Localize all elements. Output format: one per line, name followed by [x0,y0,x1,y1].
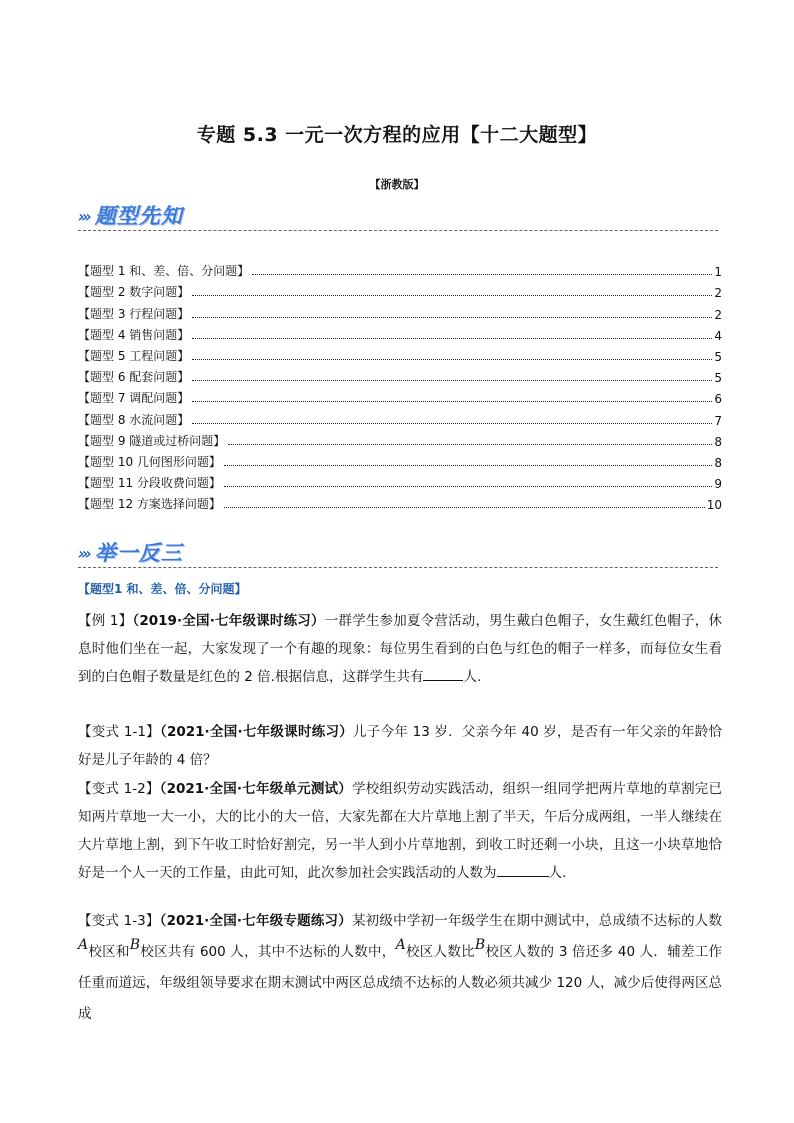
toc-entry-label: 【题型 7 调配问题】 [78,391,190,406]
question-tag: 【变式 1-3】 [78,913,160,929]
example-1 [78,607,722,691]
toc-page-number: 10 [706,498,722,513]
toc-page-number: 1 [714,265,722,280]
dot-leader [192,338,712,339]
toc-entry[interactable] [78,343,722,364]
toc-entry[interactable] [78,300,722,321]
toc-entry[interactable] [78,364,722,385]
table-of-contents [78,258,722,512]
variant-1-1 [78,718,722,774]
question-source: （2021·全国·七年级单元测试） [159,781,352,797]
question-text: 校区人数的 3 倍还多 40 人．辅差工作任重而道远，年级组领导要求在期末测试中两区总成绩不达标的人数必须共减少 120 人，减少后使得两区总成 [78,944,723,1022]
toc-page-number: 6 [714,392,722,407]
question-text: 人. [463,669,482,685]
toc-entry[interactable] [78,470,722,491]
toc-page-number: 8 [714,455,722,470]
toc-entry[interactable] [78,279,722,300]
section-banner-examples [78,535,183,565]
divider [78,567,718,568]
question-tag: 【变式 1-2】 [78,781,160,797]
toc-entry[interactable] [78,258,722,279]
toc-entry-label: 【题型 6 配套问题】 [78,370,190,385]
toc-page-number: 8 [714,434,722,449]
answer-blank [423,666,463,681]
toc-entry-label: 【题型 10 几何图形问题】 [78,454,221,469]
question-tag: 【变式 1-1】 [78,724,160,740]
toc-entry-label: 【题型 5 工程问题】 [78,348,190,363]
toc-entry[interactable] [78,491,722,512]
math-symbol: A [395,937,406,953]
question-source: （2021·全国·七年级课时练习） [159,724,354,740]
section-heading: 【题型1 和、差、倍、分问题】 [78,582,247,596]
dot-leader [192,401,712,402]
dot-leader [224,465,712,466]
toc-page-number: 9 [714,477,722,492]
toc-entry-label: 【题型 3 行程问题】 [78,306,190,321]
toc-entry-label: 【题型 9 隧道或过桥问题】 [78,433,226,448]
dot-leader [192,359,712,360]
toc-page-number: 5 [714,371,722,386]
triple-arrow-icon: ››› [78,207,89,226]
toc-entry[interactable] [78,428,722,449]
question-text: 学校组织劳动实践活动，组织一组同学把两片草地的草割完已知两片草地一大一小，大的比小的大一倍，大家先都在大片草地上割了半天，午后分成两组，一半人继续在大片草地上割，到下午收工时恰好割完，另一半人到小片草地割，到收工时还剩一小块，且这一小块草地恰好是一个人一天的工作量，由此可知，此次参加社会实践活动的人数为 [78,781,722,881]
toc-page-number: 2 [714,286,722,301]
math-symbol: A [78,937,89,953]
toc-page-number: 7 [714,413,722,428]
answer-blank [497,862,549,877]
question-text: 某初级中学初一年级学生在期中测试中，总成绩不达标的人数 [351,913,722,929]
banner-title: 举一反三 [94,541,183,565]
toc-entry-label: 【题型 8 水流问题】 [78,412,190,427]
question-text: 儿子今年 13 岁．父亲今年 40 岁，是否有一年父亲的年龄恰好是儿子年龄的 4 倍？ [78,724,722,768]
math-symbol: B [474,937,486,953]
toc-page-number: 2 [714,307,722,322]
question-tag: 【例 1】 [78,613,133,629]
math-symbol: B [129,937,141,953]
toc-entry-label: 【题型 1 和、差、倍、分问题】 [78,264,250,279]
variant-1-2 [78,775,722,887]
dot-leader [224,507,705,508]
question-text: 校区共有 600 人，其中不达标的人数中， [140,944,396,960]
dot-leader [192,317,712,318]
dot-leader [252,274,712,275]
question-text: 校区和 [88,944,130,960]
toc-entry[interactable] [78,385,722,406]
toc-entry[interactable] [78,449,722,470]
dot-leader [192,423,712,424]
dot-leader [228,444,712,445]
toc-entry[interactable] [78,406,722,427]
question-text: 人． [548,865,576,881]
toc-page-number: 4 [714,328,722,343]
toc-entry[interactable] [78,322,722,343]
variant-1-3 [78,906,722,1030]
toc-page-number: 5 [714,349,722,364]
question-text: 校区人数比 [405,944,475,960]
edition-label: 【浙教版】 [369,178,425,191]
question-source: （2021·全国·七年级专题练习） [159,913,352,929]
toc-entry-label: 【题型 12 方案选择问题】 [78,497,221,512]
toc-entry-label: 【题型 4 销售问题】 [78,327,190,342]
triple-arrow-icon: ››› [78,544,89,563]
page-title: 专题 5.3 一元一次方程的应用【十二大题型】 [196,124,598,146]
divider [78,230,718,231]
question-source: （2019·全国·七年级课时练习） [132,613,325,629]
dot-leader [224,486,712,487]
dot-leader [192,380,712,381]
question-text: 一群学生参加夏令营活动，男生戴白色帽子，女生戴红色帽子，休息时他们坐在一起，大家发现了一个有趣的现象：每位男生看到的白色与红色的帽子一样多，而每位女生看到的白色帽子数量是红色的 2 倍.根据信息，这群学生共有 [78,613,722,685]
toc-entry-label: 【题型 11 分段收费问题】 [78,476,221,491]
dot-leader [192,295,712,296]
toc-entry-label: 【题型 2 数字问题】 [78,285,190,300]
section-banner-overview [78,198,183,228]
banner-title: 题型先知 [94,204,183,228]
